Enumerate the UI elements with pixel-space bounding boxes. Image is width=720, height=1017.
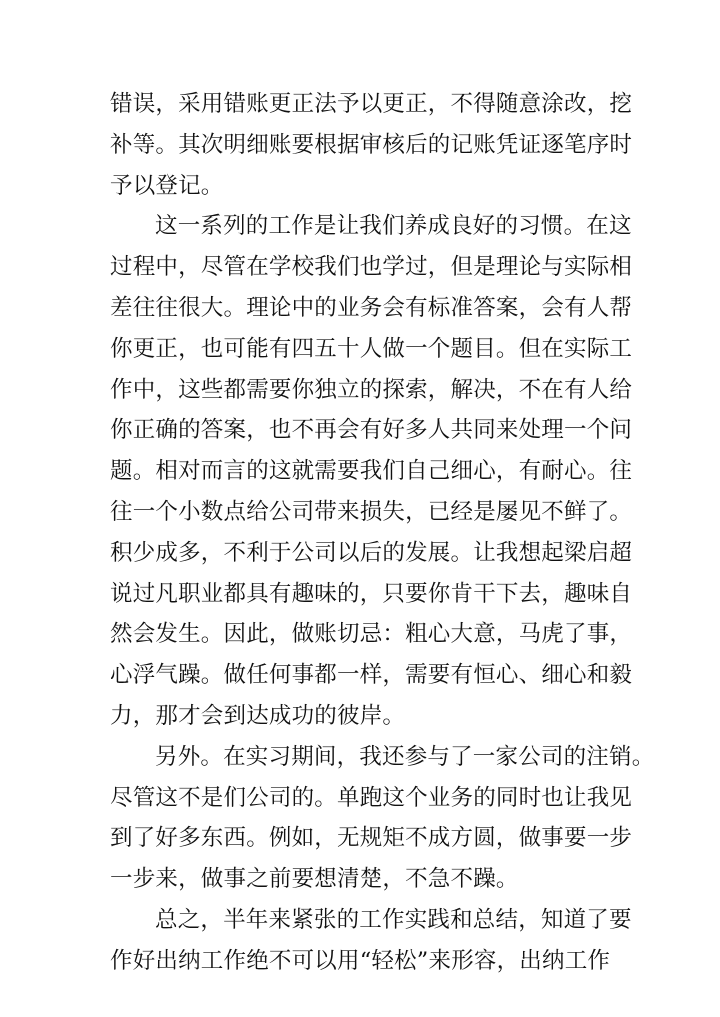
text-line: 这一系列的工作是让我们养成良好的习惯。在这 [155, 213, 632, 240]
text-line: 另外。在实习期间，我还参与了一家公司的注销。 [155, 743, 655, 770]
text-line: 作好出纳工作绝不可以用“轻松”来形容，出纳工作 [110, 947, 611, 974]
text-line: 予以登记。 [110, 172, 224, 199]
paragraph-1 [110, 84, 633, 206]
text-line: 到了好多东西。例如，无规矩不成方圆，做事要一步 [110, 825, 633, 852]
text-line: 心浮气躁。做任何事都一样，需要有恒心、细心和毅 [110, 662, 633, 689]
text-line: 题。相对而言的这就需要我们自己细心，有耐心。往 [110, 458, 633, 485]
text-line: 作中，这些都需要你独立的探索，解决，不在有人给 [110, 376, 633, 403]
text-line: 积少成多，不利于公司以后的发展。让我想起梁启超 [110, 539, 633, 566]
text-line: 总之，半年来紧张的工作实践和总结，知道了要 [155, 906, 632, 933]
text-line: 力，那才会到达成功的彼岸。 [110, 702, 406, 729]
text-line: 过程中，尽管在学校我们也学过，但是理论与实际相 [110, 254, 633, 281]
paragraph-2 [110, 206, 633, 736]
text-line: 你更正，也可能有四五十人做一个题目。但在实际工 [110, 335, 633, 362]
text-line: 你正确的答案，也不再会有好多人共同来处理一个问 [110, 417, 633, 444]
paragraph-3 [110, 737, 655, 900]
text-line: 尽管这不是们公司的。单跑这个业务的同时也让我见 [110, 784, 633, 811]
text-line: 差往往很大。理论中的业务会有标准答案，会有人帮 [110, 294, 633, 321]
document-page [110, 84, 655, 982]
paragraph-4 [110, 900, 632, 982]
text-line: 一步来，做事之前要想清楚，不急不躁。 [110, 866, 519, 893]
text-line: 错误，采用错账更正法予以更正，不得随意涂改，挖 [110, 91, 633, 117]
text-line: 说过凡职业都具有趣味的，只要你肯干下去，趣味自 [110, 580, 633, 607]
text-line: 往一个小数点给公司带来损失，已经是屡见不鲜了。 [110, 498, 633, 525]
text-line: 然会发生。因此，做账切忌：粗心大意，马虎了事， [110, 621, 633, 648]
text-line: 补等。其次明细账要根据审核后的记账凭证逐笔序时 [110, 131, 633, 158]
